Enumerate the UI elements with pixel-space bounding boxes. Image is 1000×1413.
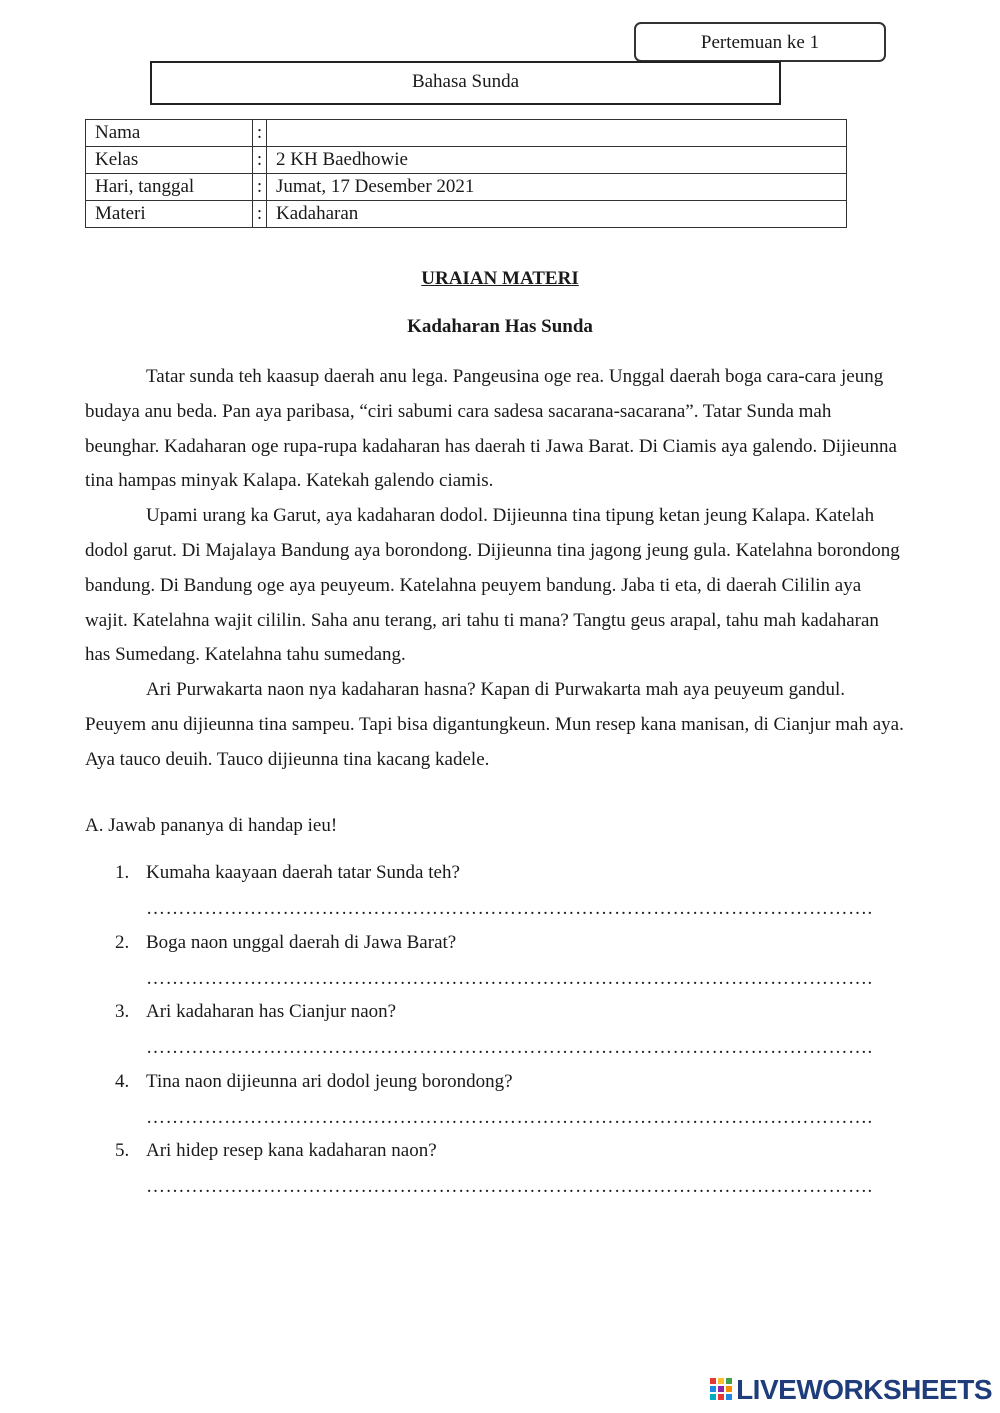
question-text: Tina naon dijieunna ari dodol jeung borondong? [146, 1070, 513, 1092]
info-value: 2 KH Baedhowie [267, 147, 847, 174]
info-separator: : [253, 201, 267, 228]
question-item [85, 1140, 905, 1210]
liveworksheets-logo[interactable] [710, 1375, 992, 1405]
paragraph: Upami urang ka Garut, aya kadaharan dodol. Dijieunna tina tipung ketan jeung Kalapa. Katelah dodol garut. Di Majalaya Bandung aya borondong. Dijieunna tina jagong jeung gula. Katelahna borondong bandung. Di Bandung oge aya peuyeum. Katelahna peuyem bandung. Jaba ti eta, di daerah Cililin aya wajit. Katelahna wajit cililin. Saha anu terang, ari tahu ti mana? Tangtu geus arapal, tahu mah kadaharan has Sumedang. Katelahna tahu sumedang. [85, 505, 900, 666]
info-label: Kelas [86, 147, 253, 174]
question-list [85, 862, 905, 1210]
meeting-number-box: Pertemuan ke 1 [634, 22, 886, 62]
question-text: Boga naon unggal daerah di Jawa Barat? [146, 931, 457, 953]
info-row-nama [86, 120, 847, 147]
question-item [85, 932, 905, 1002]
info-label: Nama [86, 120, 253, 147]
article-body [85, 360, 905, 778]
answer-field[interactable]: …………………………………………………………………………………………………. [146, 1106, 873, 1128]
answer-field[interactable]: …………………………………………………………………………………………………. [146, 1176, 873, 1197]
question-item [85, 1001, 905, 1071]
info-separator: : [253, 147, 267, 174]
question-item [85, 1071, 905, 1141]
answer-field[interactable]: …………………………………………………………………………………………………. [146, 898, 873, 919]
info-separator: : [253, 174, 267, 201]
info-row-tanggal [86, 174, 847, 201]
info-separator: : [253, 120, 267, 147]
section-title: URAIAN MATERI [421, 268, 579, 289]
question-number: 2. [115, 931, 130, 953]
question-number: 5. [115, 1140, 130, 1161]
question-number: 3. [115, 1001, 130, 1022]
question-text: Ari hidep resep kana kadaharan naon? [146, 1140, 437, 1161]
question-item [85, 862, 905, 932]
liveworksheets-logo-text: LIVEWORKSHEETS [736, 1374, 992, 1405]
question-number: 1. [115, 862, 130, 883]
info-label: Hari, tanggal [86, 174, 253, 201]
question-text: Kumaha kaayaan daerah tatar Sunda teh? [146, 862, 460, 883]
info-value: Kadaharan [267, 201, 847, 228]
paragraph: Tatar sunda teh kaasup daerah anu lega. Pangeusina oge rea. Unggal daerah boga cara-cara jeung budaya anu beda. Pan aya paribasa, “ciri sabumi cara sadesa sacarana-sacarana”. Tatar Sunda mah beunghar. Kadaharan oge rupa-rupa kadaharan has daerah ti Jawa Barat. Di Ciamis aya galendo. Dijieunna tina hampas minyak Kalapa. Katekah galendo ciamis. [85, 366, 897, 492]
subject-title-box: Bahasa Sunda [150, 61, 781, 105]
answer-field[interactable]: …………………………………………………………………………………………………. [146, 1037, 873, 1058]
info-row-kelas [86, 147, 847, 174]
name-value-field[interactable] [267, 120, 847, 147]
paragraph: Ari Purwakarta naon nya kadaharan hasna? Kapan di Purwakarta mah aya peuyeum gandul. Peuyem anu dijieunna tina sampeu. Tapi bisa digantungkeun. Mun resep kana manisan, di Cianjur mah aya. Aya tauco deuih. Tauco dijieunna tina kacang kadele. [85, 679, 904, 770]
answer-field[interactable]: …………………………………………………………………………………………………. [146, 967, 873, 989]
info-label: Materi [86, 201, 253, 228]
question-text: Ari kadaharan has Cianjur naon? [146, 1001, 397, 1022]
info-value: Jumat, 17 Desember 2021 [267, 174, 847, 201]
student-info-table [85, 119, 847, 228]
instruction-text: A. Jawab pananya di handap ieu! [85, 815, 338, 836]
question-number: 4. [115, 1070, 130, 1092]
liveworksheets-logo-icon [710, 1378, 732, 1402]
article-title: Kadaharan Has Sunda [407, 316, 593, 337]
info-row-materi [86, 201, 847, 228]
